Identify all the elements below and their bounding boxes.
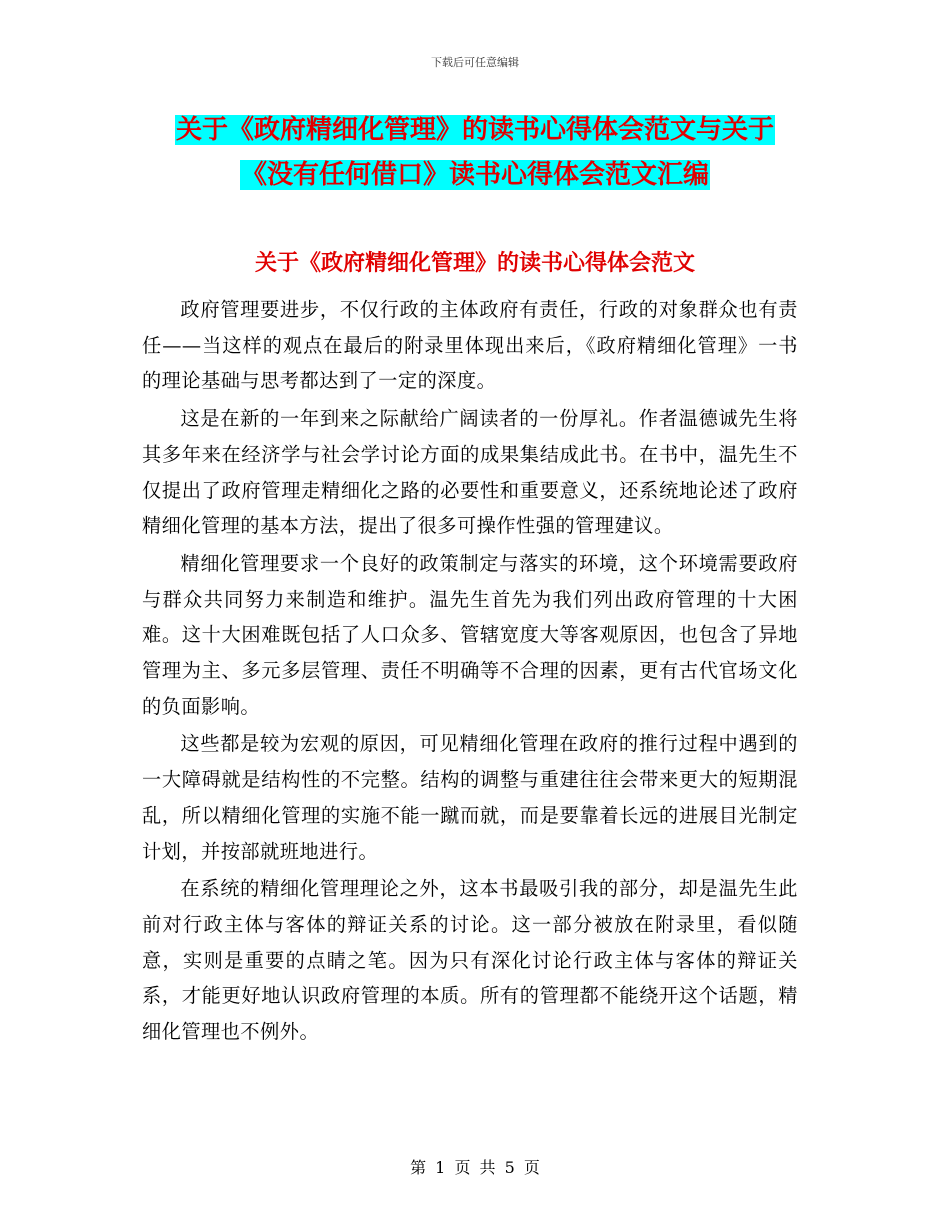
article-body [142, 292, 798, 1052]
section-title: 关于《政府精细化管理》的读书心得体会范文 [254, 251, 695, 276]
page-number-footer: 第 1 页 共 5 页 [410, 1158, 540, 1177]
main-title-line-1 [0, 112, 950, 148]
paragraph-3: 精细化管理要求一个良好的政策制定与落实的环境，这个环境需要政府与群众共同努力来制造和维护。温先生首先为我们列出政府管理的十大困难。这十大困难既包括了人口众多、管辖宽度大等客观原因，也包含了异地管理为主、多元多层管理、责任不明确等不合理的因素，更有古代官场文化的负面影响。 [142, 551, 798, 718]
paragraph-1: 政府管理要进步，不仅行政的主体政府有责任，行政的对象群众也有责任——当这样的观点在最后的附录里体现出来后，《政府精细化管理》一书的理论基础与思考都达到了一定的深度。 [142, 298, 798, 393]
paragraph-5: 在系统的精细化管理理论之外，这本书最吸引我的部分，却是温先生此前对行政主体与客体的辩证关系的讨论。这一部分被放在附录里，看似随意，实则是重要的点睛之笔。因为只有深化讨论行政主体与客体的辩证关系，才能更好地认识政府管理的本质。所有的管理都不能绕开这个话题，精细化管理也不例外。 [142, 877, 798, 1044]
paragraph-2: 这是在新的一年到来之际献给广阔读者的一份厚礼。作者温德诚先生将其多年来在经济学与社会学讨论方面的成果集结成此书。在书中，温先生不仅提出了政府管理走精细化之路的必要性和重要意义，还系统地论述了政府精细化管理的基本方法，提出了很多可操作性强的管理建议。 [142, 407, 798, 538]
paragraph-4: 这些都是较为宏观的原因，可见精细化管理在政府的推行过程中遇到的一大障碍就是结构性的不完整。结构的调整与重建往往会带来更大的短期混乱，所以精细化管理的实施不能一蹴而就，而是要靠着长远的进展目光制定计划，并按部就班地进行。 [142, 732, 798, 863]
header-note: 下载后可任意编辑 [431, 56, 519, 69]
main-title-line-1-text: 关于《政府精细化管理》的读书心得体会范文与关于 [175, 115, 774, 145]
main-title-line-2 [0, 157, 950, 193]
main-title-line-2-text: 《没有任何借口》读书心得体会范文汇编 [240, 160, 709, 190]
